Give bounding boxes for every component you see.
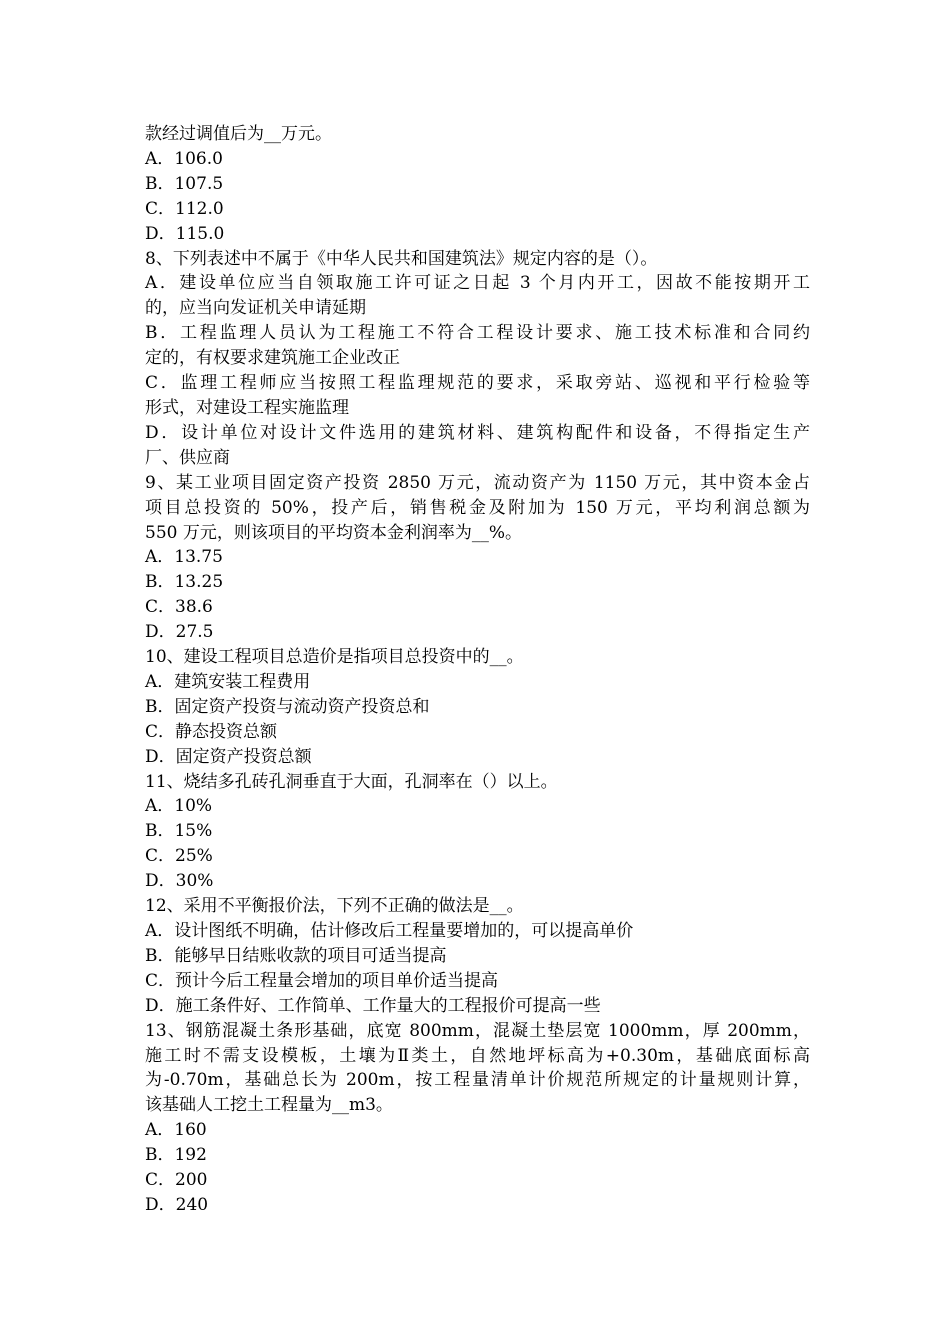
text-line: 为-0.70m，基础总长为 200m，按工程量清单计价规范所规定的计量规则计算， [145, 1070, 810, 1091]
text-line: A．13.75 [145, 547, 223, 568]
text-line: 定的，有权要求建筑施工企业改正 [145, 348, 400, 369]
text-line: 12、采用不平衡报价法，下列不正确的做法是__。 [145, 896, 524, 917]
text-line: B．15% [145, 821, 213, 842]
text-line: A．10% [145, 796, 213, 817]
text-line: B．192 [145, 1145, 207, 1166]
text-line: 9、某工业项目固定资产投资 2850 万元，流动资产为 1150 万元，其中资本金占 [145, 472, 810, 493]
text-line: D．30% [145, 871, 214, 892]
text-line: D．115.0 [145, 223, 225, 244]
text-line: C．200 [145, 1170, 208, 1191]
text-line: 款经过调值后为__万元。 [145, 124, 332, 144]
document-page [145, 122, 810, 1218]
text-line: 施工时不需支设模板，土壤为Ⅱ类土，自然地坪标高为+0.30m，基础底面标高 [145, 1045, 810, 1066]
text-line: B．107.5 [145, 173, 224, 194]
text-line: D．设计单位对设计文件选用的建筑材料、建筑构配件和设备，不得指定生产 [145, 422, 810, 443]
text-line: C．监理工程师应当按照工程监理规范的要求，采取旁站、巡视和平行检验等 [145, 373, 810, 394]
text-line: D．施工条件好、工作简单、工作量大的工程报价可提高一些 [145, 995, 601, 1016]
text-line: 550 万元，则该项目的平均资本金利润率为__%。 [145, 522, 523, 543]
text-line: 8、下列表述中不属于《中华人民共和国建筑法》规定内容的是（）。 [145, 248, 658, 269]
text-line: 11、烧结多孔砖孔洞垂直于大面，孔洞率在（）以上。 [145, 771, 558, 792]
text-line: A．建设单位应当自领取施工许可证之日起 3 个月内开工，因故不能按期开工 [145, 273, 810, 294]
text-line: 该基础人工挖土工程量为__m3。 [145, 1095, 393, 1116]
text-line: D．240 [145, 1194, 209, 1215]
text-line: A．建筑安装工程费用 [145, 671, 311, 692]
text-line: D．固定资产投资总额 [145, 746, 312, 767]
text-line: 的，应当向发证机关申请延期 [145, 298, 366, 319]
text-line: 形式，对建设工程实施监理 [145, 397, 349, 418]
text-line: B．工程监理人员认为工程施工不符合工程设计要求、施工技术标准和合同约 [145, 323, 810, 344]
text-line: C．112.0 [145, 198, 224, 219]
text-line: 厂、供应商 [145, 447, 230, 468]
text-line: C．预计今后工程量会增加的项目单价适当提高 [145, 970, 499, 991]
text-line: A．160 [145, 1120, 207, 1141]
text-line: B．能够早日结账收款的项目可适当提高 [145, 945, 447, 966]
text-line: A．106.0 [145, 148, 223, 169]
text-line: 项目总投资的 50%，投产后，销售税金及附加为 150 万元，平均利润总额为 [145, 497, 810, 518]
text-line: C．25% [145, 846, 213, 867]
text-line: B．13.25 [145, 572, 224, 593]
text-line: 10、建设工程项目总造价是指项目总投资中的__。 [145, 647, 524, 668]
text-line: C．静态投资总额 [145, 721, 278, 742]
text-line: D．27.5 [145, 622, 214, 643]
text-line: C．38.6 [145, 597, 213, 618]
text-line: 13、钢筋混凝土条形基础，底宽 800mm，混凝土垫层宽 1000mm，厚 200mm， [145, 1020, 810, 1041]
text-line: B．固定资产投资与流动资产投资总和 [145, 696, 430, 717]
text-line: A．设计图纸不明确，估计修改后工程量要增加的，可以提高单价 [145, 921, 634, 941]
